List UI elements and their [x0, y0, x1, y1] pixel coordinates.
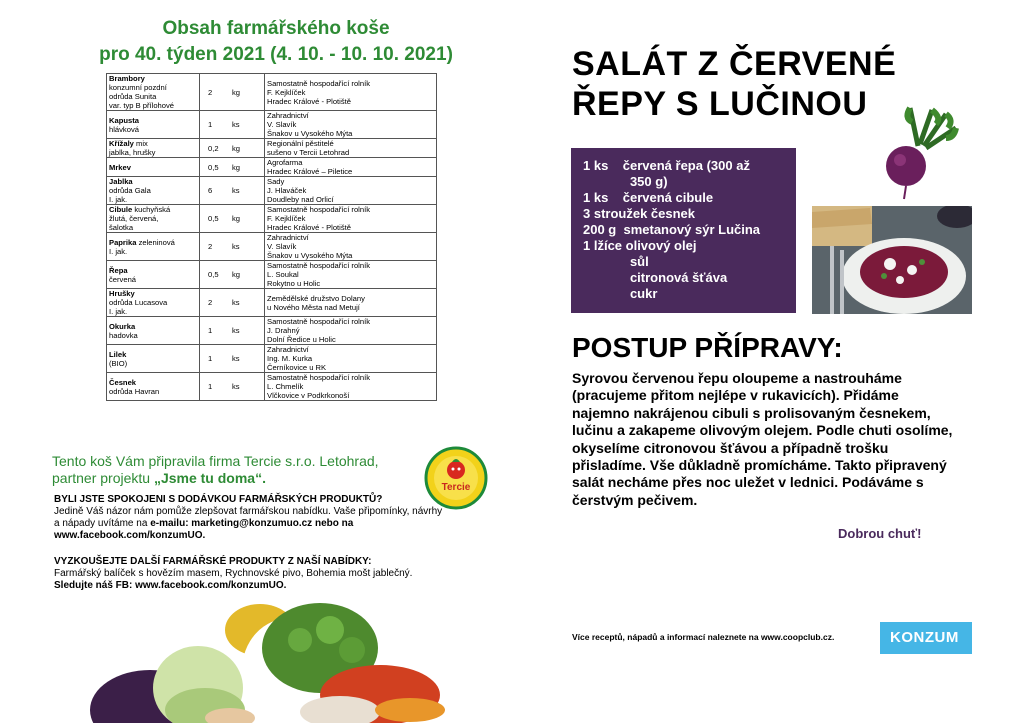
- produce-unit: kg: [232, 143, 241, 153]
- ingredients-list: [571, 148, 796, 302]
- ingredient-item: 350 g): [583, 174, 668, 189]
- produce-supplier-line: Doudleby nad Orlicí: [267, 195, 334, 204]
- produce-name-cell: [107, 111, 200, 139]
- produce-qty-cell: [200, 139, 265, 158]
- produce-supplier-line: Regionální pěstitelé: [267, 139, 334, 148]
- produce-unit: ks: [232, 354, 240, 363]
- table-row: [107, 111, 437, 139]
- produce-name-cell: [107, 317, 200, 345]
- produce-qty-cell: [200, 205, 265, 233]
- produce-qty-cell: [200, 74, 265, 111]
- produce-supplier-line: Samostatně hospodařící rolník: [267, 373, 370, 382]
- produce-detail: I. jak.: [109, 195, 128, 204]
- produce-supplier-cell: [265, 158, 437, 177]
- table-row: [107, 74, 437, 111]
- produce-supplier-line: sušeno v Tercii Letohrad: [267, 148, 350, 157]
- feedback-email: e-mailu: marketing@konzumuo.cz nebo na: [150, 518, 354, 529]
- ingredient-item: 1 ks červená cibule: [583, 190, 714, 205]
- svg-text:Tercie: Tercie: [441, 482, 471, 493]
- produce-supplier-line: Vlčkovice v Podkrkonoší: [267, 391, 350, 400]
- produce-detail: odrůda Havran: [109, 386, 160, 396]
- produce-supplier-cell: [265, 177, 437, 205]
- produce-detail: var. typ B přílohové: [109, 101, 175, 110]
- ingredient-item: sůl: [583, 254, 649, 269]
- feedback-section: [54, 494, 494, 542]
- produce-unit: ks: [232, 326, 240, 335]
- feedback-heading: BYLI JSTE SPOKOJENI S DODÁVKOU FARMÁŘSKÝCH PRODUKTŮ?: [54, 494, 383, 505]
- produce-supplier-line: L. Chmelík: [267, 382, 304, 391]
- produce-supplier-line: J. Drahný: [267, 326, 300, 335]
- produce-name: Okurka: [109, 321, 136, 331]
- table-row: [107, 261, 437, 289]
- produce-supplier-line: Šnakov u Vysokého Mýta: [267, 251, 353, 260]
- recipe-title-line2: ŘEPY S LUČINOU: [572, 85, 868, 123]
- produce-supplier-line: F. Kejklíček: [267, 214, 306, 223]
- feedback-facebook: www.facebook.com/konzumUO.: [54, 530, 206, 541]
- produce-detail: jablka, hrušky: [109, 148, 156, 157]
- produce-detail: odrůda Lucasova: [109, 298, 168, 307]
- produce-supplier-cell: [265, 205, 437, 233]
- ingredient-item: 200 g smetanový sýr Lučina: [583, 222, 761, 237]
- produce-detail: šalotka: [109, 223, 134, 232]
- produce-supplier-cell: [265, 373, 437, 401]
- produce-supplier-cell: [265, 233, 437, 261]
- tercie-note-line1: Tento koš Vám připravila firma Tercie s.r.o. Letohrad,: [52, 453, 379, 469]
- produce-name-cell: [107, 74, 200, 111]
- produce-detail: červená: [109, 274, 137, 284]
- produce-supplier-cell: [265, 317, 437, 345]
- produce-qty: 6: [208, 186, 213, 195]
- produce-supplier-line: Hradec Králové – Piletice: [267, 167, 353, 176]
- method-text: Syrovou červenou řepu oloupeme a nastrouháme (pracujeme přitom nejlépe v rukavicích). Přidáme najemno nakrájenou cibuli s prolisovaným česnekem, lučinu a zakapeme olivovým olejem. Podle chuti osolíme, okyselíme citronovou šťávou a případně trošku přisladíme. Vše důkladně promícháme. Takto připravený salát necháme přes noc uležet v lednici. Podáváme s čerstvým pečivem.: [572, 370, 953, 508]
- produce-supplier-line: Zahradnictví: [267, 345, 309, 354]
- produce-qty: 2: [208, 87, 213, 97]
- produce-detail: I. jak.: [109, 246, 128, 256]
- produce-name: Paprika: [109, 237, 137, 247]
- produce-detail: žlutá, červená,: [109, 214, 159, 223]
- products-heading: VYZKOUŠEJTE DALŠÍ FARMÁŘSKÉ PRODUKTY Z NAŠÍ NABÍDKY:: [54, 556, 372, 567]
- produce-name: Řepa: [109, 265, 128, 275]
- produce-supplier-line: J. Hlaváček: [267, 186, 307, 195]
- produce-qty: 0,2: [208, 143, 219, 153]
- produce-supplier-line: V. Slavík: [267, 120, 297, 129]
- produce-unit: ks: [232, 186, 240, 195]
- produce-name: Mrkev: [109, 162, 131, 172]
- produce-unit: ks: [232, 382, 240, 391]
- produce-supplier-line: Zahradnictví: [267, 233, 309, 242]
- basket-title-line2: pro 40. týden 2021 (4. 10. - 10. 10. 2021): [99, 44, 453, 65]
- produce-name-suffix: kuchyňská: [132, 205, 171, 214]
- produce-unit: ks: [232, 242, 240, 251]
- produce-table: [106, 73, 437, 401]
- produce-name-cell: [107, 289, 200, 317]
- table-row: [107, 289, 437, 317]
- konzum-logo-text: KONZUM: [890, 629, 959, 646]
- products-line1: Farmářský balíček s hovězím masem, Rychnovské pivo, Bohemia mošt jablečný.: [54, 568, 413, 579]
- produce-name-cell: [107, 158, 200, 177]
- produce-qty: 2: [208, 242, 213, 251]
- produce-unit: kg: [232, 162, 241, 172]
- produce-qty-cell: [200, 177, 265, 205]
- produce-supplier-cell: [265, 111, 437, 139]
- produce-supplier-line: Zemědělské družstvo Dolany: [267, 293, 365, 303]
- produce-supplier-line: Samostatně hospodařící rolník: [267, 317, 370, 326]
- produce-detail: konzumní pozdní: [109, 83, 167, 92]
- produce-qty: 1: [208, 354, 213, 363]
- produce-supplier-line: Dolní Ředice u Holic: [267, 335, 336, 344]
- feedback-line2: [54, 518, 494, 530]
- produce-supplier-line: Zahradnictví: [267, 111, 309, 120]
- produce-supplier-line: Černíkovice u RK: [267, 363, 327, 372]
- produce-qty: 1: [208, 326, 213, 335]
- tercie-note-partner: partner projektu: [52, 470, 154, 486]
- produce-name-suffix: zeleninová: [136, 237, 175, 247]
- produce-name: Jablka: [109, 177, 133, 186]
- produce-supplier-line: u Nového Města nad Metují: [267, 302, 360, 312]
- produce-name: Křížaly: [109, 139, 134, 148]
- produce-name: Česnek: [109, 377, 137, 387]
- products-section: [54, 556, 494, 592]
- produce-detail: hlávková: [109, 124, 139, 134]
- produce-supplier-line: L. Soukal: [267, 270, 299, 279]
- table-row: [107, 177, 437, 205]
- produce-name-cell: [107, 233, 200, 261]
- produce-qty: 1: [208, 382, 213, 391]
- produce-supplier-line: Ing. M. Kurka: [267, 354, 313, 363]
- produce-name: Hrušky: [109, 289, 135, 298]
- produce-qty-cell: [200, 233, 265, 261]
- produce-supplier-line: Agrofarma: [267, 158, 303, 167]
- produce-detail: I. jak.: [109, 307, 128, 316]
- produce-qty-cell: [200, 289, 265, 317]
- produce-detail: hadovka: [109, 330, 138, 340]
- produce-supplier-line: Samostatně hospodařící rolník: [267, 261, 370, 270]
- produce-supplier-line: F. Kejklíček: [267, 87, 306, 97]
- produce-qty-cell: [200, 111, 265, 139]
- produce-name-cell: [107, 177, 200, 205]
- produce-unit: ks: [232, 298, 240, 307]
- produce-qty: 0,5: [208, 162, 219, 172]
- produce-qty-cell: [200, 345, 265, 373]
- produce-supplier-line: V. Slavík: [267, 242, 297, 251]
- table-row: [107, 158, 437, 177]
- tercie-note: [52, 453, 422, 487]
- produce-unit: kg: [232, 214, 241, 223]
- produce-supplier-line: Hradec Králové - Plotiště: [267, 96, 351, 106]
- tercie-note-line2: [52, 470, 422, 487]
- produce-qty: 2: [208, 298, 213, 307]
- produce-name-cell: [107, 373, 200, 401]
- ingredient-item: cukr: [583, 286, 658, 301]
- feedback-line1: Jedině Váš názor nám pomůže zlepšovat farmářskou nabídku. Vaše připomínky, návrhy: [54, 506, 443, 517]
- produce-supplier-cell: [265, 289, 437, 317]
- produce-name-suffix: mix: [133, 139, 148, 148]
- beet-illustration: [880, 104, 960, 200]
- produce-supplier-line: Šnakov u Vysokého Mýta: [267, 129, 353, 138]
- produce-qty-cell: [200, 317, 265, 345]
- produce-supplier-cell: [265, 261, 437, 289]
- table-row: [107, 345, 437, 373]
- produce-qty: 1: [208, 120, 213, 129]
- produce-name: Lilek: [109, 349, 127, 359]
- produce-name-cell: [107, 139, 200, 158]
- produce-supplier-line: Samostatně hospodařící rolník: [267, 78, 370, 88]
- produce-unit: kg: [232, 270, 241, 279]
- produce-name: Brambory: [109, 74, 145, 83]
- produce-name-cell: [107, 261, 200, 289]
- produce-supplier-cell: [265, 345, 437, 373]
- closing-text: Dobrou chuť!: [838, 526, 922, 541]
- footer-text: Více receptů, nápadů a informací naleznete na www.coopclub.cz.: [572, 632, 835, 642]
- produce-name-cell: [107, 205, 200, 233]
- produce-detail: odrůda Gala: [109, 186, 151, 195]
- produce-supplier-line: Samostatně hospodařící rolník: [267, 205, 370, 214]
- salad-photo: [812, 206, 972, 314]
- ingredient-item: 1 lžíce olivový olej: [583, 238, 697, 253]
- produce-qty: 0,5: [208, 270, 219, 279]
- vegetables-image: [80, 600, 460, 723]
- ingredient-item: 3 stroužek česnek: [583, 206, 696, 221]
- konzum-logo: [880, 622, 972, 654]
- basket-title: [20, 16, 532, 68]
- ingredient-item: 1 ks červená řepa (300 až: [583, 158, 750, 173]
- produce-supplier-cell: [265, 139, 437, 158]
- basket-title-line1: Obsah farmářského koše: [162, 18, 390, 39]
- produce-unit: kg: [232, 87, 241, 97]
- ingredients-box: [571, 148, 796, 313]
- produce-qty-cell: [200, 373, 265, 401]
- table-row: [107, 233, 437, 261]
- recipe-title-line1: SALÁT Z ČERVENÉ: [572, 45, 897, 83]
- products-facebook: Sledujte náš FB: www.facebook.com/konzumUO.: [54, 580, 287, 591]
- produce-name: Cibule: [109, 205, 133, 214]
- produce-unit: ks: [232, 120, 240, 129]
- method-title: POSTUP PŘÍPRAVY:: [572, 332, 843, 363]
- produce-qty-cell: [200, 158, 265, 177]
- produce-detail: (BIO): [109, 358, 128, 368]
- table-row: [107, 317, 437, 345]
- table-row: [107, 373, 437, 401]
- feedback-line2-start: a nápady uvítáme na: [54, 518, 151, 529]
- tercie-note-project: „Jsme tu doma“.: [153, 470, 266, 486]
- produce-qty-cell: [200, 261, 265, 289]
- produce-supplier-line: Sady: [267, 177, 285, 186]
- produce-supplier-line: Hradec Králové - Plotiště: [267, 223, 351, 232]
- produce-supplier-line: Rokytno u Holic: [267, 279, 321, 288]
- produce-supplier-cell: [265, 74, 437, 111]
- produce-qty: 0,5: [208, 214, 219, 223]
- table-row: [107, 139, 437, 158]
- produce-name: Kapusta: [109, 115, 139, 125]
- table-row: [107, 205, 437, 233]
- ingredient-item: citronová šťáva: [583, 270, 728, 285]
- produce-detail: odrůda Sunita: [109, 92, 157, 101]
- produce-name-cell: [107, 345, 200, 373]
